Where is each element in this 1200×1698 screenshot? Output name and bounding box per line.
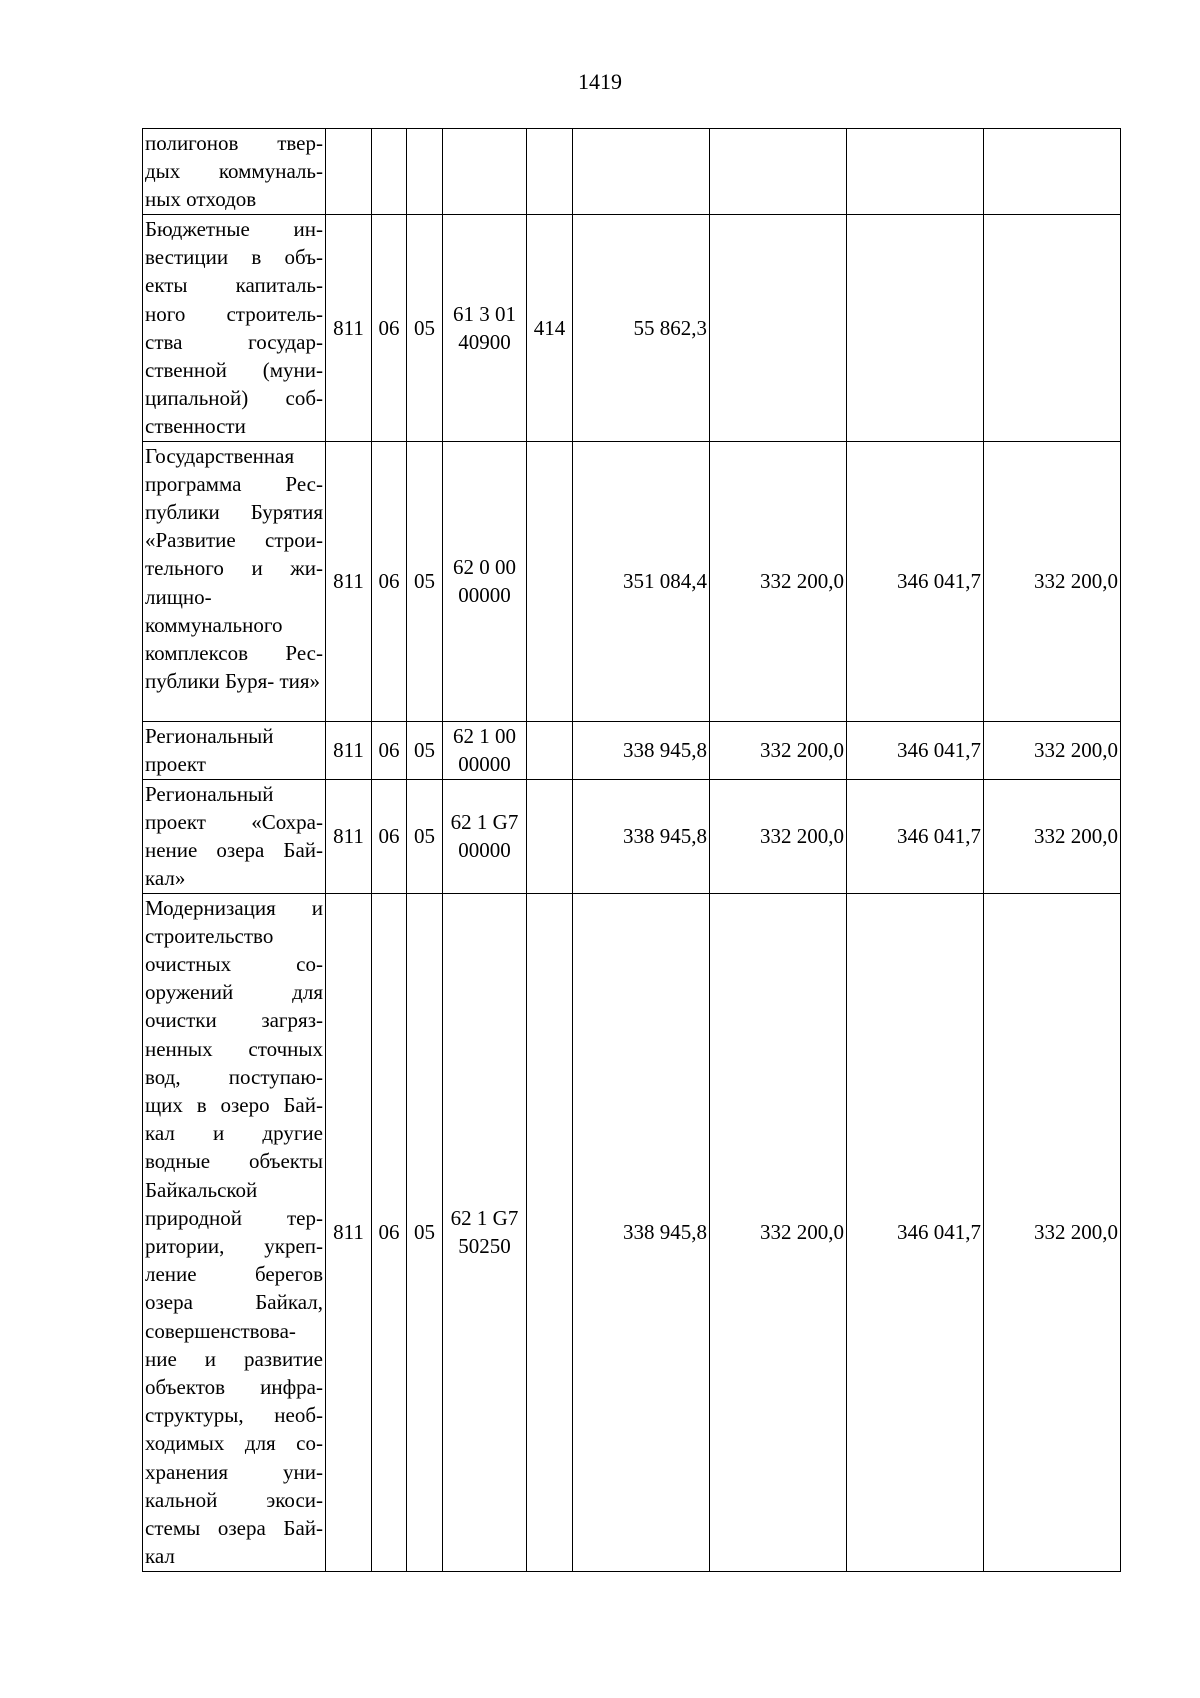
- amount-cell-3: [847, 721, 984, 779]
- table-row: [143, 215, 1121, 442]
- amount-cell-3-text: 346 041,7: [897, 569, 981, 594]
- section-code-cell-text: 06: [378, 1220, 400, 1245]
- row-name-line: объектов инфра-: [145, 1375, 323, 1400]
- amount-cell-3: [847, 779, 984, 893]
- row-name-line: строительство: [145, 923, 274, 948]
- row-name-line: тия»: [279, 669, 321, 694]
- amount-cell-3: [847, 129, 984, 215]
- target-article-line: 00000: [458, 583, 511, 608]
- target-article-cell: [443, 441, 527, 721]
- row-name-line: полигонов твер-: [145, 131, 323, 155]
- row-name-line: Государственная: [145, 443, 295, 468]
- row-name-line: Модернизация и: [145, 895, 323, 920]
- amount-cell-3: [847, 441, 984, 721]
- row-name-line: публики Буря-: [145, 669, 275, 694]
- section-code-cell-text: 06: [378, 315, 400, 340]
- amount-cell-1-text: 55 862,3: [633, 315, 707, 340]
- row-name-line: проект: [145, 751, 206, 776]
- amount-cell-2: [710, 129, 847, 215]
- page-number: 1419: [578, 69, 622, 94]
- amount-cell-4: [984, 893, 1121, 1571]
- subsection-code-cell: [407, 779, 443, 893]
- amount-cell-4-text: 332 200,0: [1034, 738, 1118, 763]
- row-name-line: вод, поступаю-: [145, 1064, 323, 1089]
- row-name-line: проект «Сохра-: [145, 809, 323, 834]
- amount-cell-2: [710, 215, 847, 442]
- row-name-line: хранения уни-: [145, 1459, 323, 1484]
- row-name-line: кал»: [145, 866, 186, 891]
- row-name-line: публики Бурятия: [145, 500, 323, 525]
- section-code-cell: [372, 129, 407, 215]
- target-article-line: 62 1 G7: [450, 810, 519, 835]
- subsection-code-cell-text: 05: [414, 1220, 435, 1245]
- amount-cell-4: [984, 215, 1121, 442]
- amount-cell-4: [984, 129, 1121, 215]
- ministry-code-cell-text: 811: [333, 569, 364, 594]
- amount-cell-1: [573, 893, 710, 1571]
- row-name-line: ных отходов: [145, 187, 257, 212]
- table-row: [143, 893, 1121, 1571]
- expense-type-cell-text: 414: [533, 315, 566, 340]
- budget-table: [142, 128, 1121, 1572]
- amount-cell-3-text: 346 041,7: [897, 1220, 981, 1245]
- section-code-cell-text: 06: [378, 738, 400, 763]
- amount-cell-1: [573, 215, 710, 442]
- row-name-cell: [143, 893, 326, 1571]
- amount-cell-4: [984, 779, 1121, 893]
- target-article-line: 50250: [458, 1234, 511, 1259]
- amount-cell-4-text: 332 200,0: [1034, 569, 1118, 594]
- row-name-line: очистки загряз-: [145, 1008, 323, 1033]
- row-name-line: нение озера Бай-: [145, 838, 323, 863]
- amount-cell-2: [710, 779, 847, 893]
- expense-type-cell: [527, 779, 573, 893]
- expense-type-cell: [527, 721, 573, 779]
- row-name-line: совершенствова-: [145, 1318, 296, 1343]
- target-article-line: 00000: [458, 752, 511, 777]
- expense-type-cell: [527, 215, 573, 442]
- table-row: [143, 721, 1121, 779]
- row-name-line: озера Байкал,: [145, 1290, 323, 1315]
- row-name-line: стемы озера Бай-: [145, 1516, 323, 1541]
- ministry-code-cell: [326, 779, 372, 893]
- target-article-cell: [443, 215, 527, 442]
- target-article-line: 62 1 G7: [450, 1206, 519, 1231]
- row-name-line: коммунального: [145, 612, 283, 637]
- row-name-line: ние и развитие: [145, 1346, 323, 1371]
- subsection-code-cell-text: 05: [414, 569, 435, 594]
- row-name-line: комплексов Рес-: [145, 641, 323, 666]
- target-article-cell: [443, 721, 527, 779]
- amount-cell-4: [984, 721, 1121, 779]
- amount-cell-1: [573, 129, 710, 215]
- row-name-line: ритории, укреп-: [145, 1234, 323, 1259]
- row-name-line: ление берегов: [145, 1262, 323, 1287]
- row-name-cell: [143, 441, 326, 721]
- amount-cell-3: [847, 215, 984, 442]
- row-name-line: екты капиталь-: [145, 273, 323, 298]
- row-name-line: ципальной) соб-: [145, 386, 323, 411]
- section-code-cell-text: 06: [378, 824, 400, 849]
- row-name-line: лищно-: [145, 584, 212, 609]
- row-name-line: структуры, необ-: [145, 1403, 323, 1428]
- row-name-line: кальной экоси-: [145, 1487, 323, 1512]
- row-name-line: ства государ-: [145, 329, 323, 354]
- amount-cell-4-text: 332 200,0: [1034, 1220, 1118, 1245]
- amount-cell-1: [573, 441, 710, 721]
- section-code-cell: [372, 779, 407, 893]
- subsection-code-cell: [407, 441, 443, 721]
- table-row: [143, 129, 1121, 215]
- table-row: [143, 779, 1121, 893]
- target-article-cell: [443, 893, 527, 1571]
- target-article-line: 62 1 00: [453, 724, 516, 749]
- expense-type-cell: [527, 441, 573, 721]
- target-article-line: 00000: [458, 838, 511, 863]
- amount-cell-1: [573, 721, 710, 779]
- ministry-code-cell-text: 811: [333, 315, 364, 340]
- amount-cell-1: [573, 779, 710, 893]
- row-name-line: Байкальской: [145, 1177, 258, 1202]
- row-name-line: Бюджетные ин-: [145, 217, 323, 241]
- ministry-code-cell: [326, 129, 372, 215]
- row-name-line: Региональный: [145, 781, 274, 806]
- amount-cell-2-text: 332 200,0: [760, 1220, 844, 1245]
- subsection-code-cell-text: 05: [414, 315, 435, 340]
- expense-type-cell: [527, 893, 573, 1571]
- ministry-code-cell-text: 811: [333, 738, 364, 763]
- row-name-line: щих в озеро Бай-: [145, 1093, 323, 1118]
- amount-cell-2: [710, 721, 847, 779]
- row-name-cell: [143, 721, 326, 779]
- amount-cell-2: [710, 893, 847, 1571]
- row-name-line: программа Рес-: [145, 471, 323, 496]
- row-name-line: ственной (муни-: [145, 358, 323, 383]
- row-name-line: оружений для: [145, 980, 323, 1005]
- row-name-line: водные объекты: [145, 1149, 323, 1174]
- amount-cell-1-text: 338 945,8: [623, 738, 707, 763]
- table-body: [143, 129, 1121, 1572]
- amount-cell-2-text: 332 200,0: [760, 738, 844, 763]
- ministry-code-cell-text: 811: [333, 1220, 364, 1245]
- row-name-cell: [143, 129, 326, 215]
- row-name-line: вестиции в объ-: [145, 245, 323, 270]
- row-name-line: «Развитие строи-: [145, 528, 323, 553]
- subsection-code-cell-text: 05: [414, 824, 435, 849]
- ministry-code-cell: [326, 721, 372, 779]
- section-code-cell-text: 06: [378, 569, 400, 594]
- row-name-line: кал: [145, 1544, 175, 1569]
- row-name-line: ходимых для со-: [145, 1431, 323, 1456]
- row-name-line: очистных со-: [145, 952, 323, 977]
- section-code-cell: [372, 215, 407, 442]
- row-name-line: ственности: [145, 414, 246, 439]
- target-article-line: 40900: [458, 329, 511, 354]
- section-code-cell: [372, 721, 407, 779]
- row-name-line: ненных сточных: [145, 1036, 323, 1061]
- amount-cell-2-text: 332 200,0: [760, 569, 844, 594]
- amount-cell-1-text: 338 945,8: [623, 1220, 707, 1245]
- row-name-line: природной тер-: [145, 1205, 323, 1230]
- subsection-code-cell-text: 05: [414, 738, 435, 763]
- amount-cell-3-text: 346 041,7: [897, 738, 981, 763]
- amount-cell-4-text: 332 200,0: [1034, 824, 1118, 849]
- target-article-line: 61 3 01: [453, 301, 516, 326]
- ministry-code-cell: [326, 893, 372, 1571]
- target-article-line: 62 0 00: [453, 555, 516, 580]
- row-name-cell: [143, 215, 326, 442]
- table-row: [143, 441, 1121, 721]
- amount-cell-4: [984, 441, 1121, 721]
- row-name-line: кал и другие: [145, 1121, 323, 1146]
- ministry-code-cell-text: 811: [333, 824, 364, 849]
- amount-cell-2: [710, 441, 847, 721]
- row-name-line: тельного и жи-: [145, 556, 323, 581]
- target-article-cell: [443, 129, 527, 215]
- amount-cell-3: [847, 893, 984, 1571]
- section-code-cell: [372, 893, 407, 1571]
- row-name-line: Региональный: [145, 723, 274, 748]
- amount-cell-2-text: 332 200,0: [760, 824, 844, 849]
- subsection-code-cell: [407, 721, 443, 779]
- row-name-cell: [143, 779, 326, 893]
- amount-cell-1-text: 338 945,8: [623, 824, 707, 849]
- target-article-cell: [443, 779, 527, 893]
- expense-type-cell: [527, 129, 573, 215]
- subsection-code-cell: [407, 215, 443, 442]
- ministry-code-cell: [326, 441, 372, 721]
- section-code-cell: [372, 441, 407, 721]
- subsection-code-cell: [407, 129, 443, 215]
- row-name-line: ного строитель-: [145, 301, 323, 326]
- row-name-line: дых коммуналь-: [145, 159, 323, 184]
- amount-cell-3-text: 346 041,7: [897, 824, 981, 849]
- ministry-code-cell: [326, 215, 372, 442]
- subsection-code-cell: [407, 893, 443, 1571]
- amount-cell-1-text: 351 084,4: [623, 569, 707, 594]
